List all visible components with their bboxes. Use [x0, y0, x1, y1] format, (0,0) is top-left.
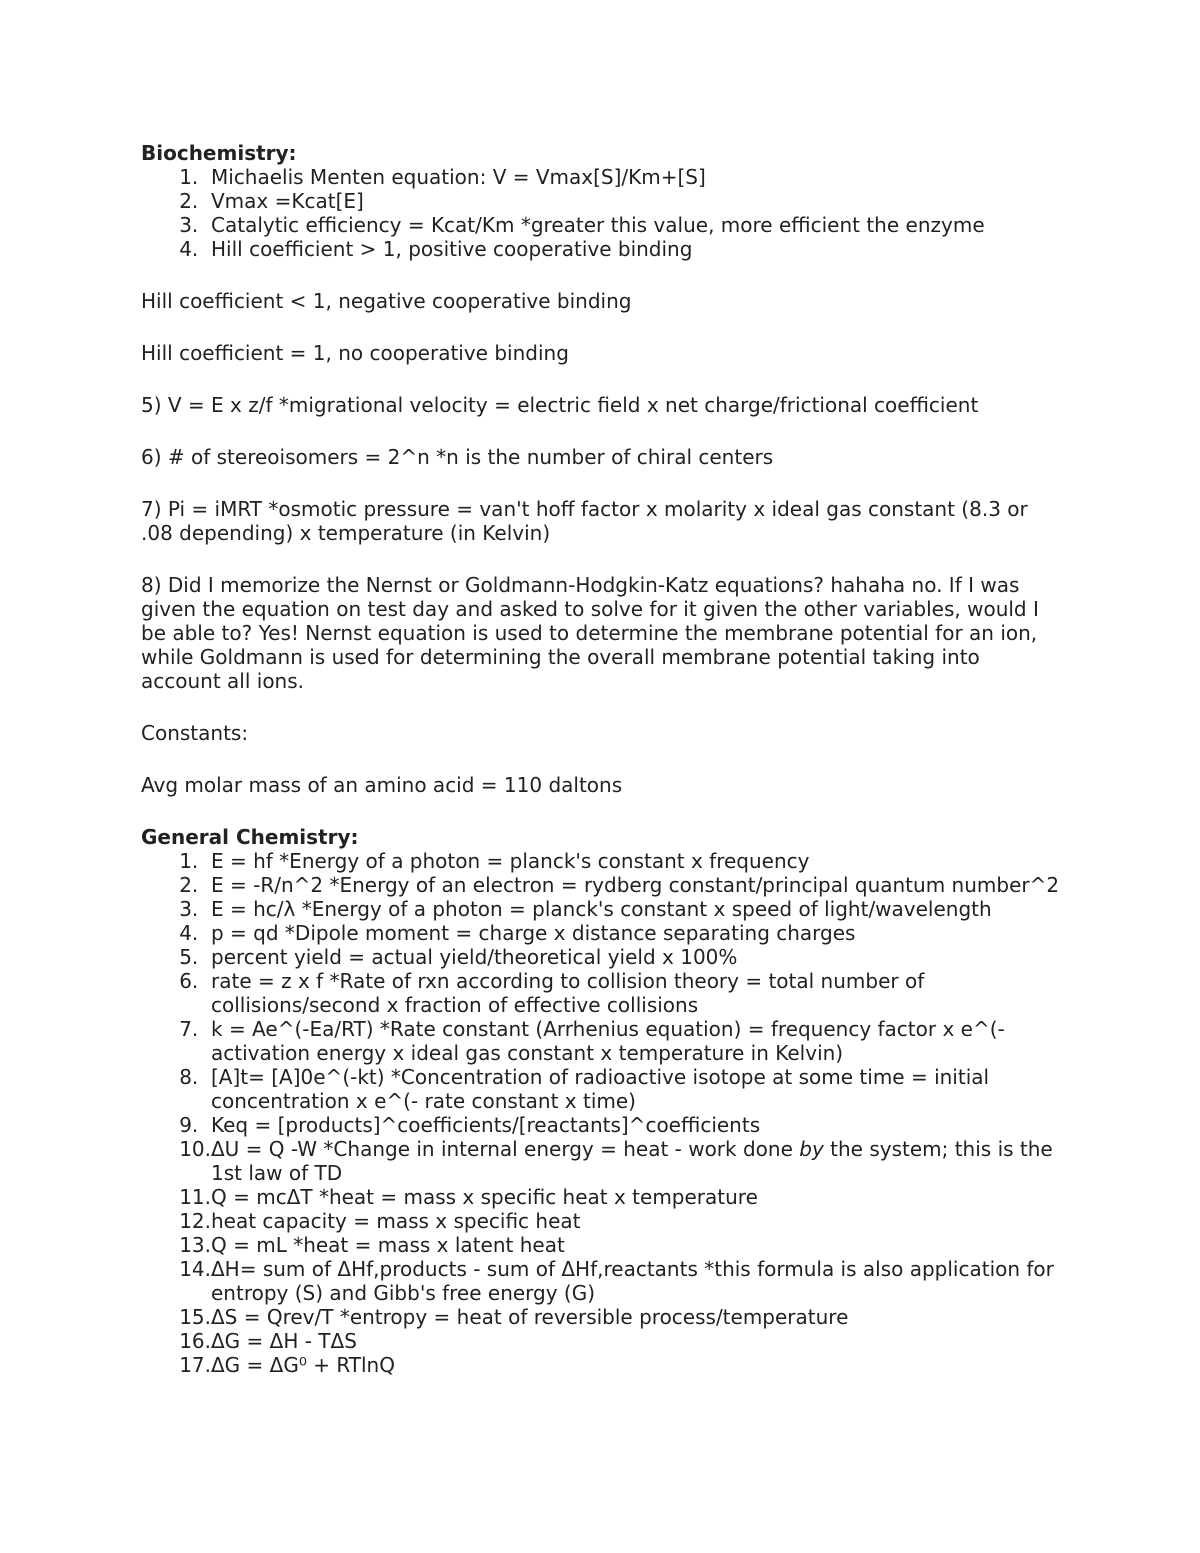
list-item	[141, 237, 1061, 261]
list-number: 7.	[179, 1017, 211, 1041]
list-text: Vmax =Kcat[E]	[211, 189, 364, 213]
list-text: Q = mL *heat = mass x latent heat	[211, 1233, 565, 1257]
list-text: Catalytic efficiency = Kcat/Km *greater this value, more efficient the enzyme	[211, 213, 985, 237]
list-number: 11.	[179, 1185, 211, 1209]
list-item	[141, 1185, 1061, 1209]
list-text: [A]t= [A]0e^(-kt) *Concentration of radioactive isotope at some time = initial concentration x e^(- rate constant x time)	[211, 1065, 990, 1113]
list-item	[141, 1305, 1061, 1329]
list-text: k = Ae^(-Ea/RT) *Rate constant (Arrhenius equation) = frequency factor x e^(-activation energy x ideal gas constant x temperature in Kelvin)	[211, 1017, 1005, 1065]
list-number: 4.	[179, 237, 211, 261]
list-number: 13.	[179, 1233, 211, 1257]
hill-negative-note: Hill coefficient < 1, negative cooperative binding	[141, 289, 632, 313]
list-item	[141, 1329, 1061, 1353]
document-page	[141, 141, 1061, 1377]
list-number: 6.	[179, 969, 211, 993]
list-item	[141, 1017, 1061, 1065]
list-item	[141, 1257, 1061, 1305]
list-item	[141, 945, 1061, 969]
list-number: 3.	[179, 897, 211, 921]
list-text: Q = mcΔT *heat = mass x specific heat x temperature	[211, 1185, 758, 1209]
list-item	[141, 921, 1061, 945]
list-number: 1.	[179, 849, 211, 873]
general-chemistry-list	[141, 849, 1061, 1377]
list-number: 14.	[179, 1257, 211, 1281]
list-text-tail: the system; this is the 1st law of TD	[211, 1137, 1053, 1185]
list-number: 4.	[179, 921, 211, 945]
list-text: E = hf *Energy of a photon = planck's constant x frequency	[211, 849, 810, 873]
list-item	[141, 1137, 1061, 1185]
list-number: 10.	[179, 1137, 211, 1161]
list-text: p = qd *Dipole moment = charge x distance separating charges	[211, 921, 856, 945]
list-text	[211, 1137, 1061, 1185]
biochemistry-heading: Biochemistry:	[141, 141, 297, 165]
list-text-italic: by	[799, 1137, 824, 1161]
list-text: ΔG = ΔH - TΔS	[211, 1329, 357, 1353]
list-number: 15.	[179, 1305, 211, 1329]
list-text: ΔS = Qrev/T *entropy = heat of reversible process/temperature	[211, 1305, 849, 1329]
general-chemistry-heading: General Chemistry:	[141, 825, 359, 849]
list-number: 5.	[179, 945, 211, 969]
list-text: heat capacity = mass x specific heat	[211, 1209, 581, 1233]
list-item	[141, 189, 1061, 213]
hill-none-note: Hill coefficient = 1, no cooperative binding	[141, 341, 569, 365]
list-number: 9.	[179, 1113, 211, 1137]
list-text: Hill coefficient > 1, positive cooperative binding	[211, 237, 693, 261]
list-item	[141, 213, 1061, 237]
list-item	[141, 849, 1061, 873]
list-number: 17.	[179, 1353, 211, 1377]
list-text: E = hc/λ *Energy of a photon = planck's constant x speed of light/wavelength	[211, 897, 992, 921]
list-item	[141, 897, 1061, 921]
list-text: rate = z x f *Rate of rxn according to collision theory = total number of collisions/second x fraction of effective collisions	[211, 969, 925, 1017]
list-text: ΔH= sum of ΔHf,products - sum of ΔHf,reactants *this formula is also application for entropy (S) and Gibb's free energy (G)	[211, 1257, 1054, 1305]
list-number: 8.	[179, 1065, 211, 1089]
constant-amino-acid-mass: Avg molar mass of an amino acid = 110 daltons	[141, 773, 623, 797]
list-number: 12.	[179, 1209, 211, 1233]
list-item	[141, 1209, 1061, 1233]
list-text-lead: ΔU = Q -W *Change in internal energy = heat - work done	[211, 1137, 800, 1161]
list-number: 2.	[179, 873, 211, 897]
list-text: Michaelis Menten equation: V = Vmax[S]/Km+[S]	[211, 165, 706, 189]
list-number: 16.	[179, 1329, 211, 1353]
list-number: 2.	[179, 189, 211, 213]
list-text: E = -R/n^2 *Energy of an electron = rydberg constant/principal quantum number^2	[211, 873, 1060, 897]
biochemistry-list	[141, 165, 1061, 261]
list-text: percent yield = actual yield/theoretical yield x 100%	[211, 945, 738, 969]
list-item	[141, 165, 1061, 189]
list-item	[141, 1233, 1061, 1257]
list-number: 3.	[179, 213, 211, 237]
item-6-paragraph: 6) # of stereoisomers = 2^n *n is the number of chiral centers	[141, 445, 774, 469]
list-text: ΔG = ΔG⁰ + RTlnQ	[211, 1353, 395, 1377]
item-8-paragraph: 8) Did I memorize the Nernst or Goldmann-Hodgkin-Katz equations? hahaha no. If I was given the equation on test day and asked to solve for it given the other variables, would I be able to? Yes! Nernst equation is used to determine the membrane potential for an ion, while Goldmann is used for determining the overall membrane potential taking into account all ions.	[141, 573, 1039, 693]
list-item	[141, 1113, 1061, 1137]
item-7-paragraph: 7) Pi = iMRT *osmotic pressure = van't hoff factor x molarity x ideal gas constant (8.3 or .08 depending) x temperature (in Kelvin)	[141, 497, 1028, 545]
list-text: Keq = [products]^coefficients/[reactants]^coefficients	[211, 1113, 761, 1137]
constants-label: Constants:	[141, 721, 249, 745]
list-item	[141, 969, 1061, 1017]
list-item	[141, 1065, 1061, 1113]
item-5-paragraph: 5) V = E x z/f *migrational velocity = electric field x net charge/frictional coefficient	[141, 393, 979, 417]
list-item	[141, 873, 1061, 897]
list-number: 1.	[179, 165, 211, 189]
list-item	[141, 1353, 1061, 1377]
